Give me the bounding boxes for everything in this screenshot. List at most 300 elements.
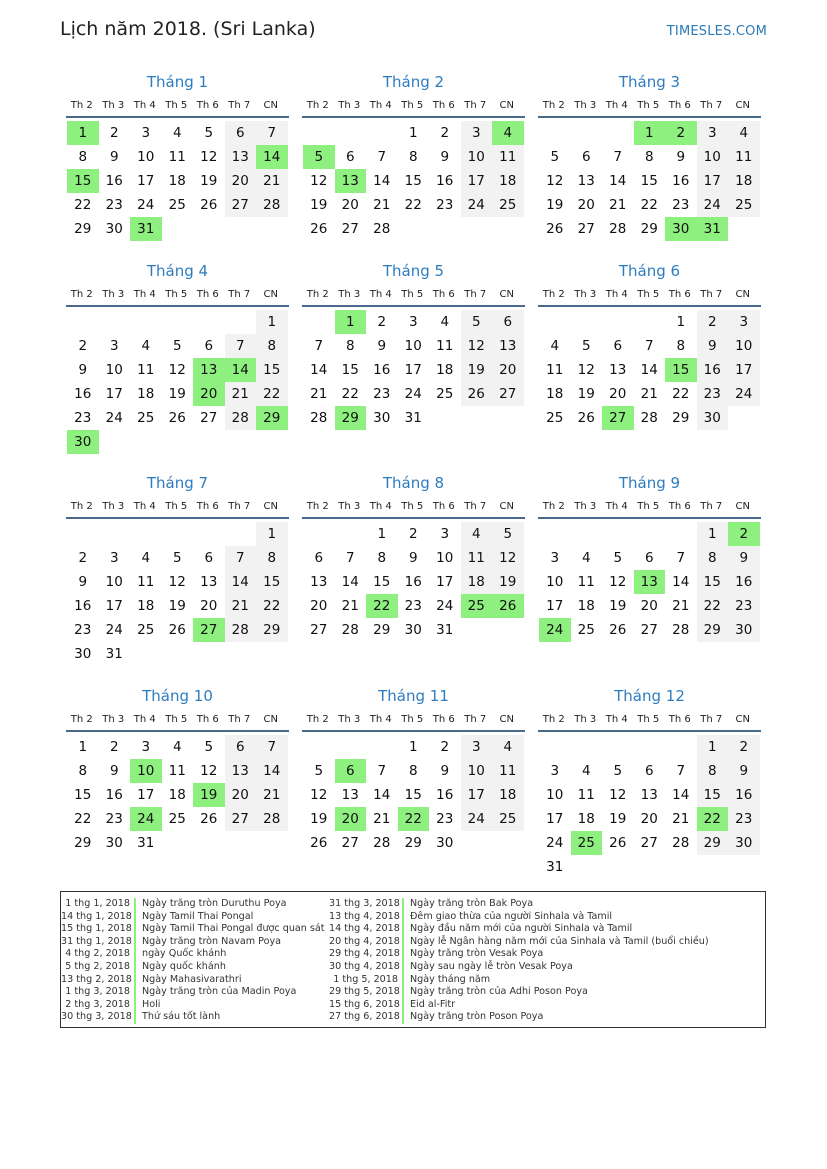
day-cell: 7 [377,149,387,165]
empty-cell [335,522,367,546]
weekday-label: Th 6 [432,99,455,111]
day-cell: 9 [78,362,88,378]
day-cell: 8 [697,546,729,570]
day-cell: 16 [697,358,729,382]
holiday-day-cell: 25 [461,594,493,618]
day-cell: 2 [408,526,418,542]
day-grid [67,310,288,454]
day-cell: 19 [310,811,328,827]
day-cell: 25 [168,811,186,827]
day-cell: 2 [78,550,88,566]
weekday-label: Th 7 [464,713,487,725]
day-cell: 24 [436,598,454,614]
day-cell: 30 [105,835,123,851]
empty-cell [99,310,131,334]
day-cell: 3 [141,125,151,141]
day-cell: 17 [546,598,564,614]
weekday-label: Th 7 [228,288,251,300]
day-cell: 25 [436,386,454,402]
weekday-label: CN [735,713,750,725]
weekday-label: Th 2 [542,500,565,512]
weekday-header [302,708,525,732]
legend-holiday-name: Thứ sáu tốt lành [142,1011,221,1023]
day-cell: 2 [377,314,387,330]
day-cell: 28 [373,221,391,237]
day-cell: 7 [256,121,288,145]
holiday-day-cell: 27 [193,618,225,642]
weekday-header [66,94,289,118]
holiday-day-cell: 14 [225,358,257,382]
weekday-label: Th 2 [542,288,565,300]
day-cell: 5 [314,763,324,779]
day-cell: 17 [137,173,155,189]
day-cell: 2 [109,739,119,755]
weekday-header [302,283,525,307]
weekday-header [538,708,761,732]
day-grid [67,121,288,241]
day-cell: 14 [609,173,627,189]
day-cell: 18 [492,169,524,193]
day-cell: 26 [609,622,627,638]
day-cell: 19 [168,598,186,614]
empty-cell [665,522,697,546]
day-cell: 13 [341,787,359,803]
day-cell: 1 [697,735,729,759]
day-cell: 6 [492,310,524,334]
day-cell: 2 [728,735,760,759]
empty-cell [162,522,194,546]
day-cell: 19 [492,570,524,594]
day-cell: 7 [345,550,355,566]
weekday-label: Th 3 [102,500,125,512]
legend-holiday-name: Ngày tháng năm [410,973,491,985]
day-cell: 9 [78,574,88,590]
month-block [66,259,289,454]
legend-row [61,1011,325,1024]
day-cell: 10 [137,149,155,165]
day-cell: 26 [168,410,186,426]
day-cell: 9 [676,149,686,165]
weekday-label: Th 6 [668,713,691,725]
day-cell: 28 [672,622,690,638]
weekday-label: Th 7 [464,99,487,111]
weekday-label: Th 4 [369,500,392,512]
day-cell: 9 [697,334,729,358]
weekday-header [66,283,289,307]
day-cell: 3 [461,735,493,759]
weekday-label: CN [263,713,278,725]
day-cell: 14 [373,173,391,189]
weekday-label: Th 5 [165,99,188,111]
weekday-label: Th 3 [574,500,597,512]
weekday-label: Th 5 [637,99,660,111]
day-cell: 11 [492,759,524,783]
holiday-day-cell: 1 [634,121,666,145]
day-cell: 28 [609,221,627,237]
day-cell: 25 [577,622,595,638]
day-cell: 10 [697,145,729,169]
day-cell: 23 [436,197,454,213]
day-cell: 18 [577,811,595,827]
day-cell: 11 [436,338,454,354]
weekday-label: Th 4 [605,99,628,111]
day-cell: 30 [404,622,422,638]
day-cell: 17 [546,811,564,827]
weekday-label: Th 2 [542,99,565,111]
day-cell: 25 [546,410,564,426]
day-cell: 7 [676,550,686,566]
day-cell: 22 [697,594,729,618]
day-cell: 23 [373,386,391,402]
day-cell: 10 [436,550,454,566]
empty-cell [634,735,666,759]
weekday-label: Th 3 [102,99,125,111]
day-cell: 24 [461,807,493,831]
weekday-label: Th 2 [306,288,329,300]
day-cell: 4 [172,125,182,141]
day-cell: 25 [168,197,186,213]
day-cell: 7 [314,338,324,354]
empty-cell [571,522,603,546]
day-cell: 12 [200,763,218,779]
day-cell: 17 [105,386,123,402]
weekday-label: Th 5 [401,99,424,111]
day-cell: 3 [550,763,560,779]
day-cell: 28 [373,835,391,851]
day-cell: 2 [697,310,729,334]
month-name: Tháng 5 [382,262,445,280]
day-cell: 30 [697,406,729,430]
weekday-label: Th 3 [574,99,597,111]
day-grid [67,735,288,855]
empty-cell [602,522,634,546]
day-cell: 26 [609,835,627,851]
day-cell: 5 [613,550,623,566]
day-cell: 28 [256,807,288,831]
day-cell: 20 [310,598,328,614]
weekday-label: Th 3 [338,288,361,300]
empty-cell [67,310,99,334]
legend-holiday-name: ngày Quốc khánh [142,948,227,960]
weekday-label: Th 4 [605,288,628,300]
day-cell: 20 [577,197,595,213]
day-cell: 11 [168,763,186,779]
day-cell: 20 [609,386,627,402]
legend-holiday-name: Ngày trăng tròn của Madin Poya [142,986,297,998]
legend-date: 30 thg 4, 2018 [329,961,404,974]
weekday-label: Th 6 [196,713,219,725]
empty-cell [366,121,398,145]
legend-holiday-name: Ngày lễ Ngân hàng năm mới của Sinhala và Tamil (buổi chiều) [410,935,709,947]
month-block [66,471,289,666]
day-cell: 22 [640,197,658,213]
weekday-label: Th 2 [306,713,329,725]
weekday-header [66,708,289,732]
day-cell: 23 [697,382,729,406]
legend-date: 15 thg 1, 2018 [61,923,136,936]
day-cell: 8 [697,759,729,783]
weekday-label: Th 7 [228,713,251,725]
day-cell: 19 [461,358,493,382]
month-block [538,684,761,879]
day-cell: 23 [672,197,690,213]
month-block [538,70,761,241]
day-cell: 21 [256,783,288,807]
month-name: Tháng 10 [142,687,213,705]
day-cell: 5 [204,125,214,141]
weekday-label: Th 3 [574,288,597,300]
day-cell: 30 [436,835,454,851]
legend-date: 5 thg 2, 2018 [61,961,136,974]
holiday-day-cell: 29 [335,406,367,430]
day-cell: 8 [256,334,288,358]
empty-cell [67,522,99,546]
weekday-label: Th 5 [165,713,188,725]
day-cell: 30 [105,221,123,237]
day-cell: 14 [341,574,359,590]
day-cell: 3 [109,338,119,354]
legend-row [329,1011,709,1024]
day-cell: 8 [408,149,418,165]
day-cell: 31 [436,622,454,638]
empty-cell [539,522,571,546]
day-cell: 28 [672,835,690,851]
legend-holiday-name: Ngày Mahasivarathri [142,973,242,985]
day-cell: 17 [404,362,422,378]
empty-cell [571,310,603,334]
legend-holiday-name: Ngày đầu năm mới của người Sinhala và Tamil [410,923,633,935]
day-cell: 23 [105,811,123,827]
legend-date: 15 thg 6, 2018 [329,999,404,1012]
day-cell: 7 [377,763,387,779]
month-name: Tháng 11 [378,687,449,705]
weekday-label: Th 4 [133,713,156,725]
day-cell: 27 [341,221,359,237]
day-cell: 15 [256,570,288,594]
day-cell: 10 [404,338,422,354]
day-cell: 6 [225,121,257,145]
day-cell: 3 [440,526,450,542]
day-cell: 1 [676,314,686,330]
legend-row [329,999,709,1012]
day-cell: 30 [728,831,760,855]
day-cell: 28 [341,622,359,638]
day-cell: 5 [172,550,182,566]
weekday-label: CN [499,288,514,300]
day-cell: 12 [461,334,493,358]
legend-holiday-name: Ngày trăng tròn của Adhi Poson Poya [410,986,588,998]
day-cell: 18 [168,173,186,189]
month-name: Tháng 8 [382,474,445,492]
day-cell: 20 [492,358,524,382]
day-cell: 24 [137,197,155,213]
weekday-label: Th 6 [196,288,219,300]
holiday-day-cell: 24 [130,807,162,831]
holiday-day-cell: 2 [728,522,760,546]
day-cell: 29 [74,835,92,851]
holiday-day-cell: 31 [130,217,162,241]
day-cell: 23 [74,622,92,638]
legend-row [329,923,709,936]
day-cell: 14 [373,787,391,803]
day-cell: 17 [697,169,729,193]
day-cell: 7 [613,149,623,165]
weekday-label: CN [263,500,278,512]
day-cell: 18 [728,169,760,193]
month-block [302,684,525,855]
legend-date: 13 thg 2, 2018 [61,974,136,987]
holiday-day-cell: 30 [665,217,697,241]
legend-date: 2 thg 3, 2018 [61,999,136,1012]
weekday-label: CN [499,500,514,512]
day-cell: 16 [74,386,92,402]
legend-holiday-name: Ngày trăng tròn Navam Poya [142,935,282,947]
holiday-day-cell: 15 [665,358,697,382]
day-cell: 12 [492,546,524,570]
legend-row [329,911,709,924]
day-grid [303,522,524,642]
weekday-label: CN [263,99,278,111]
holiday-day-cell: 20 [335,807,367,831]
day-cell: 7 [225,334,257,358]
day-grid [303,735,524,855]
day-cell: 21 [225,594,257,618]
weekday-label: Th 3 [574,713,597,725]
day-cell: 10 [546,787,564,803]
day-cell: 18 [492,783,524,807]
weekday-label: Th 2 [306,99,329,111]
day-cell: 10 [728,334,760,358]
weekday-label: Th 7 [464,500,487,512]
legend-date: 31 thg 1, 2018 [61,936,136,949]
day-cell: 4 [141,550,151,566]
day-cell: 28 [225,618,257,642]
day-cell: 9 [728,546,760,570]
legend-row [61,999,325,1012]
day-cell: 27 [640,835,658,851]
day-cell: 26 [461,382,493,406]
day-cell: 23 [404,598,422,614]
legend-row [61,923,325,936]
holiday-day-cell: 5 [303,145,335,169]
day-cell: 6 [345,149,355,165]
holiday-day-cell: 14 [256,145,288,169]
legend-date: 1 thg 3, 2018 [61,986,136,999]
day-cell: 15 [373,574,391,590]
legend-date: 14 thg 4, 2018 [329,923,404,936]
day-cell: 31 [404,410,422,426]
day-cell: 18 [137,386,155,402]
empty-cell [571,121,603,145]
weekday-label: Th 5 [165,500,188,512]
day-cell: 6 [225,735,257,759]
empty-cell [665,735,697,759]
day-cell: 6 [581,149,591,165]
month-block [302,70,525,241]
day-cell: 4 [728,121,760,145]
empty-cell [571,735,603,759]
legend-date: 29 thg 4, 2018 [329,948,404,961]
day-cell: 11 [492,145,524,169]
day-cell: 6 [644,763,654,779]
day-cell: 9 [109,763,119,779]
empty-cell [303,522,335,546]
day-cell: 22 [404,197,422,213]
day-cell: 23 [436,811,454,827]
weekday-label: Th 5 [401,713,424,725]
empty-cell [602,121,634,145]
day-cell: 20 [200,598,218,614]
weekday-label: Th 2 [70,99,93,111]
weekday-label: Th 7 [228,99,251,111]
day-grid [539,121,760,241]
day-cell: 6 [613,338,623,354]
month-block [302,259,525,430]
day-cell: 31 [546,859,564,875]
day-cell: 5 [581,338,591,354]
day-cell: 9 [440,149,450,165]
day-grid [539,522,760,642]
day-cell: 29 [672,410,690,426]
day-cell: 4 [172,739,182,755]
holiday-day-cell: 13 [634,570,666,594]
day-cell: 12 [310,787,328,803]
holiday-day-cell: 24 [539,618,571,642]
page-title: Lịch năm 2018. (Sri Lanka) [60,18,316,40]
day-cell: 26 [577,410,595,426]
day-cell: 1 [377,526,387,542]
empty-cell [303,121,335,145]
day-cell: 6 [204,550,214,566]
weekday-label: Th 3 [338,713,361,725]
weekday-label: Th 4 [369,288,392,300]
month-block [66,684,289,855]
day-cell: 23 [105,197,123,213]
day-cell: 4 [141,338,151,354]
weekday-label: CN [735,288,750,300]
day-cell: 19 [200,173,218,189]
empty-cell [539,310,571,334]
weekday-label: Th 3 [338,500,361,512]
day-cell: 19 [609,598,627,614]
day-cell: 8 [377,550,387,566]
day-cell: 24 [697,193,729,217]
legend-row [61,948,325,961]
day-cell: 19 [577,386,595,402]
day-cell: 13 [640,787,658,803]
legend-date: 31 thg 3, 2018 [329,898,404,911]
day-cell: 26 [310,835,328,851]
empty-cell [634,310,666,334]
brand-link[interactable]: TIMESLES.COM [666,24,767,39]
day-cell: 21 [373,811,391,827]
holiday-day-cell: 27 [602,406,634,430]
month-block [66,70,289,241]
day-cell: 10 [546,574,564,590]
day-cell: 9 [440,763,450,779]
day-cell: 4 [581,550,591,566]
weekday-header [302,94,525,118]
day-cell: 16 [373,362,391,378]
day-cell: 15 [404,173,422,189]
weekday-header [66,495,289,519]
empty-cell [303,735,335,759]
legend-date: 29 thg 5, 2018 [329,986,404,999]
day-cell: 24 [461,193,493,217]
day-cell: 24 [728,382,760,406]
legend-row [61,898,325,911]
day-cell: 22 [256,594,288,618]
